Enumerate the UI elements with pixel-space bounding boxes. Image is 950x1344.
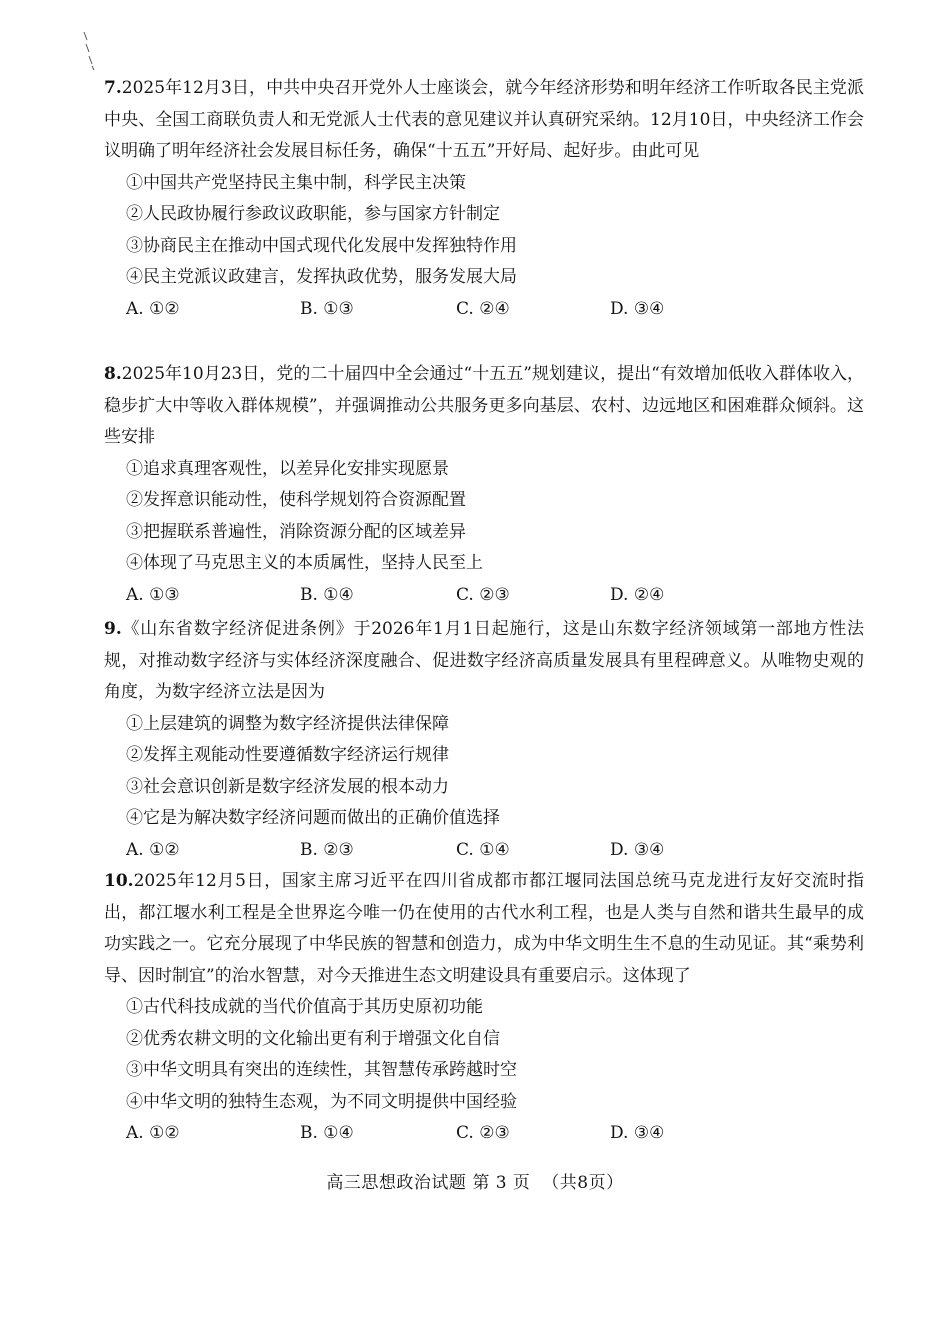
statement-list <box>104 992 864 1118</box>
statement-1: ①古代科技成就的当代价值高于其历史原初功能 <box>126 997 483 1017</box>
option-c: C. ②④ <box>456 298 510 319</box>
question-number: 10. <box>104 871 134 891</box>
option-d: D. ②④ <box>610 584 665 605</box>
statement-2: ②人民政协履行参政议政职能，参与国家方针制定 <box>126 204 500 224</box>
margin-pencil-mark <box>82 30 96 72</box>
page-footer <box>0 1168 950 1193</box>
footer-total-pages: （共8页） <box>542 1173 624 1193</box>
question-10 <box>104 866 864 1149</box>
question-number: 8. <box>104 364 122 384</box>
option-b: B. ①④ <box>300 1123 354 1143</box>
statement-list <box>104 709 864 835</box>
option-c: C. ②③ <box>456 1123 510 1143</box>
option-b: B. ①④ <box>300 584 354 605</box>
statement-4: ④民主党派议政建言，发挥执政优势，服务发展大局 <box>126 267 517 287</box>
statement-3: ③中华文明具有突出的连续性，其智慧传承跨越时空 <box>126 1060 517 1080</box>
statement-1: ①中国共产党坚持民主集中制，科学民主决策 <box>126 172 466 193</box>
option-b: B. ②③ <box>300 839 354 860</box>
question-stem-text: 《山东省数字经济促进条例》于2026年1月1日起施行，这是山东数字经济领域第一部地方性法规，对推动数字经济与实体经济深度融合、促进数字经济高质量发展具有里程碑意义。从唯物史观的角度，为数字经济立法是因为 <box>104 619 864 702</box>
option-a: A. ①② <box>126 1123 180 1143</box>
question-stem-text: 2025年10月23日，党的二十届四中全会通过“十五五”规划建议，提出“有效增加低收入群体收入，稳步扩大中等收入群体规模”，并强调推动公共服务更多向基层、农村、边远地区和困难群众倾斜。这些安排 <box>104 364 864 447</box>
statement-4: ④它是为解决数字经济问题而做出的正确价值选择 <box>126 808 500 828</box>
question-number: 9. <box>104 619 122 639</box>
question-stem <box>104 359 864 454</box>
answer-options <box>104 835 864 866</box>
option-a: A. ①② <box>126 839 180 860</box>
option-d: D. ③④ <box>610 298 665 319</box>
statement-4: ④体现了马克思主义的本质属性，坚持人民至上 <box>126 553 483 573</box>
option-c: C. ②③ <box>456 584 510 605</box>
question-stem <box>104 614 864 709</box>
question-stem <box>104 866 864 992</box>
question-7 <box>104 73 864 325</box>
option-d: D. ③④ <box>610 839 665 860</box>
footer-page-number: 第 3 页 <box>472 1173 531 1193</box>
statement-4: ④中华文明的独特生态观，为不同文明提供中国经验 <box>126 1091 517 1112</box>
answer-options <box>104 294 864 325</box>
statement-1: ①追求真理客观性，以差异化安排实现愿景 <box>126 458 449 479</box>
footer-title: 高三思想政治试题 <box>326 1173 467 1193</box>
question-stem-text: 2025年12月5日，国家主席习近平在四川省成都市都江堰同法国总统马克龙进行友好交流时指出，都江堰水利工程是全世界迄今唯一仍在使用的古代水利工程，也是人类与自然和谐共生最早的成功实践之一。它充分展现了中华民族的智慧和创造力，成为中华文明生生不息的生动见证。其“乘势利导、因时制宜”的治水智慧，对今天推进生态文明建设具有重要启示。这体现了 <box>104 871 864 986</box>
statement-3: ③把握联系普遍性，消除资源分配的区域差异 <box>126 521 466 542</box>
answer-options <box>104 1118 864 1149</box>
option-a: A. ①③ <box>126 584 180 605</box>
question-number: 7. <box>104 78 122 98</box>
statement-2: ②发挥主观能动性要遵循数字经济运行规律 <box>126 745 449 765</box>
option-a: A. ①② <box>126 298 180 319</box>
option-b: B. ①③ <box>300 298 354 319</box>
question-9 <box>104 614 864 866</box>
statement-3: ③协商民主在推动中国式现代化发展中发挥独特作用 <box>126 235 517 256</box>
question-8 <box>104 359 864 611</box>
statement-2: ②优秀农耕文明的文化输出更有利于增强文化自信 <box>126 1028 500 1049</box>
answer-options <box>104 580 864 611</box>
statement-2: ②发挥意识能动性，使科学规划符合资源配置 <box>126 490 466 510</box>
statement-1: ①上层建筑的调整为数字经济提供法律保障 <box>126 713 449 734</box>
question-stem <box>104 73 864 168</box>
statement-3: ③社会意识创新是数字经济发展的根本动力 <box>126 776 449 797</box>
statement-list <box>104 168 864 294</box>
option-d: D. ③④ <box>610 1123 665 1143</box>
statement-list <box>104 454 864 580</box>
option-c: C. ①④ <box>456 839 510 860</box>
question-stem-text: 2025年12月3日，中共中央召开党外人士座谈会，就今年经济形势和明年经济工作听取各民主党派中央、全国工商联负责人和无党派人士代表的意见建议并认真研究采纳。12月10日，中央经济工作会议明确了明年经济社会发展目标任务，确保“十五五”开好局、起好步。由此可见 <box>104 78 864 161</box>
